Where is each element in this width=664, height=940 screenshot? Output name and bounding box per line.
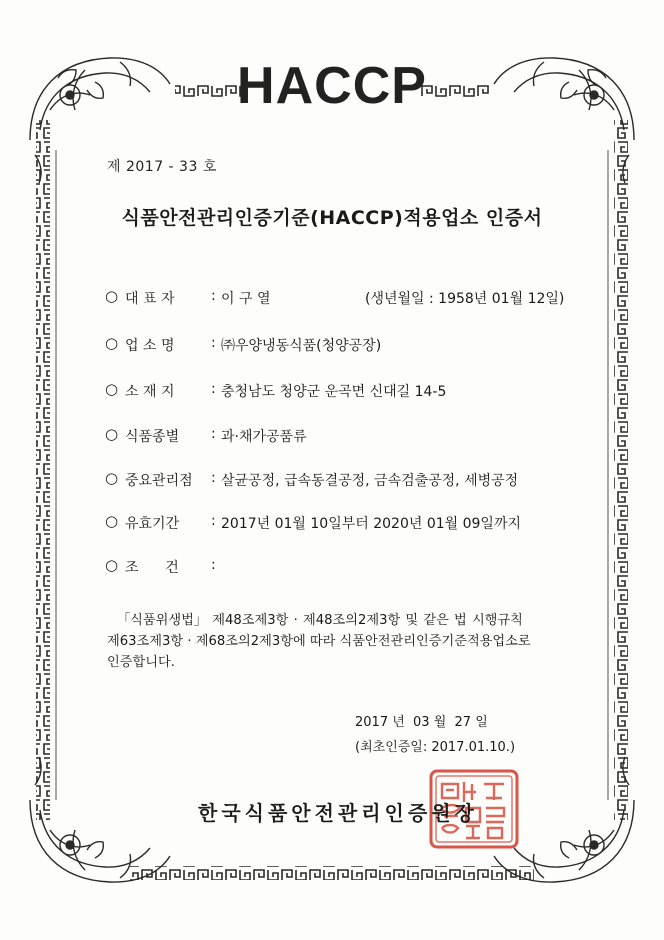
bullet-circle-icon: ○ [105, 556, 119, 574]
field-conditions [105, 556, 585, 576]
bullet-circle-icon: ○ [105, 380, 119, 398]
field-value: 살균공정, 급속동결공정, 금속검출공정, 세병공정 [221, 473, 519, 489]
field-value: 충청남도 청양군 운곡면 신대길 14-5 [221, 384, 447, 400]
field-label: 유효기간 [125, 516, 180, 532]
corner-ornament-bottom-left [30, 757, 170, 882]
field-value: 2017년 01월 10일부터 2020년 01월 09일까지 [221, 516, 522, 532]
first-certification-date: (최초인증일: 2017.01.10.) [355, 740, 516, 755]
certificate-number: 제 2017 - 33 호 [107, 159, 217, 175]
field-critical-control-point [105, 469, 585, 489]
bullet-circle-icon: ○ [105, 334, 119, 352]
statute-line: 인증합니다. [107, 655, 175, 670]
field-label: 식품종별 [125, 429, 180, 445]
field-label: 소 재 지 [125, 384, 175, 400]
field-food-type [105, 425, 585, 445]
field-value: ㈜우양냉동식품(청양공장) [221, 338, 382, 354]
field-label: 중요관리점 [125, 473, 193, 489]
field-label: 대 표 자 [125, 291, 175, 307]
bullet-circle-icon: ○ [105, 512, 119, 530]
statute-line: 「식품위생법」 제48조제3항 · 제48조의2제3항 및 같은 법 시행규칙 [117, 613, 523, 628]
field-colon: : [211, 381, 216, 397]
issue-date: 2017 년 03 월 27 일 [355, 715, 488, 730]
field-label: 조 건 [125, 560, 179, 576]
field-colon: : [211, 335, 216, 351]
field-label: 업 소 명 [125, 338, 175, 354]
field-value: 이 구 열 [221, 291, 271, 307]
field-colon: : [211, 470, 216, 486]
field-colon: : [211, 557, 216, 573]
field-validity-period [105, 512, 585, 532]
field-value: 과·채가공품류 [221, 429, 307, 445]
field-colon: : [211, 426, 216, 442]
certificate-heading: 식품안전관리인증기준(HACCP)적용업소 인증서 [121, 207, 543, 229]
field-location [105, 380, 585, 400]
bullet-circle-icon: ○ [105, 287, 119, 305]
birth-date: (생년월일 : 1958년 01월 12일) [365, 291, 565, 307]
field-representative [105, 287, 585, 307]
bullet-circle-icon: ○ [105, 469, 119, 487]
bullet-circle-icon: ○ [105, 425, 119, 443]
field-colon: : [211, 288, 216, 304]
field-colon: : [211, 513, 216, 529]
statute-text [107, 610, 577, 673]
field-business-name [105, 334, 585, 354]
issuer-name: 한국식품안전관리인증원장 [198, 801, 478, 825]
page-title: HACCP [237, 57, 427, 115]
statute-line: 제63조제3항 · 제68조의2제3항에 따라 식품안전관리인증기준적용업소로 [107, 634, 531, 649]
bottom-border [130, 866, 534, 880]
